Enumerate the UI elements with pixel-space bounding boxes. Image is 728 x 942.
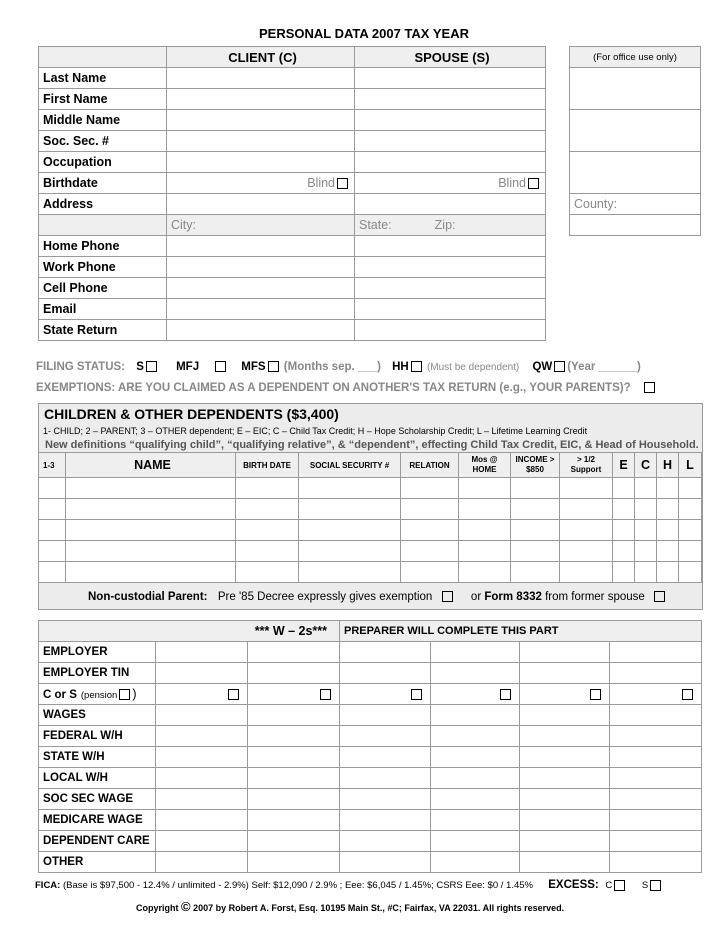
w2-c-or-s-cell[interactable] [340, 684, 431, 705]
w2-cell[interactable] [520, 705, 610, 726]
client-occupation-field[interactable] [167, 152, 355, 173]
w2-c-or-s-cell[interactable] [520, 684, 610, 705]
filing-qw-year: (Year ______) [567, 361, 641, 373]
client-home-phone-field[interactable] [167, 236, 355, 257]
copyright-symbol: © [181, 899, 191, 914]
filing-mfj-label: MFJ [176, 361, 200, 373]
state-zip-field[interactable] [355, 215, 546, 236]
spouse-occupation-field[interactable] [355, 152, 546, 173]
label-medicare-wage: MEDICARE WAGE [39, 810, 156, 831]
w2-row-employer [39, 642, 702, 663]
label-other: OTHER [39, 852, 156, 873]
dependent-row[interactable] [39, 520, 702, 541]
w2-cell[interactable] [431, 831, 520, 852]
dependent-row[interactable] [39, 478, 702, 499]
col-name: NAME [66, 453, 236, 478]
label-ssn: Soc. Sec. # [39, 131, 167, 152]
copyright-line [136, 899, 564, 914]
w2-cell[interactable] [340, 852, 431, 873]
client-header: CLIENT (C) [167, 47, 355, 68]
label-home-phone: Home Phone [39, 236, 167, 257]
client-cell-phone-field[interactable] [167, 278, 355, 299]
noncustodial-tail: from former spouse [545, 591, 645, 603]
col-relationship-code: 1-3 [39, 453, 66, 478]
exemptions-question [36, 382, 657, 394]
office-use-box-4[interactable] [570, 215, 701, 236]
client-blind-label: Blind [307, 176, 335, 190]
w2-cell[interactable] [431, 642, 520, 663]
w2-cell[interactable] [340, 768, 431, 789]
spouse-address-field[interactable] [355, 194, 546, 215]
client-state-return-field[interactable] [167, 320, 355, 341]
w2-cell[interactable] [156, 663, 248, 684]
w2-cell[interactable] [610, 768, 702, 789]
county-label: County: [574, 197, 618, 211]
w2-cell[interactable] [610, 852, 702, 873]
w2-cell[interactable] [248, 852, 340, 873]
w2-row-federal-wh [39, 726, 702, 747]
col-h: H [657, 453, 679, 478]
label-middle-name: Middle Name [39, 110, 167, 131]
excess-c-checkbox[interactable] [614, 880, 625, 891]
filing-hh-note: (Must be dependent) [426, 362, 520, 373]
spouse-email-field[interactable] [355, 299, 546, 320]
county-field[interactable] [570, 194, 701, 215]
w2-cell[interactable] [156, 768, 248, 789]
label-birthdate: Birthdate [39, 173, 167, 194]
spouse-ssn-field[interactable] [355, 131, 546, 152]
row-city-state-zip [39, 215, 546, 236]
w2-row-medicare-wage [39, 810, 702, 831]
label-employer: EMPLOYER [39, 642, 156, 663]
noncustodial-label: Non-custodial Parent: [88, 591, 208, 603]
w2-cell[interactable] [340, 705, 431, 726]
col-c: C [635, 453, 657, 478]
w2-cell[interactable] [610, 663, 702, 684]
w2-row-wages [39, 705, 702, 726]
w2-cell[interactable] [248, 789, 340, 810]
col-l: L [679, 453, 702, 478]
w2-c-or-s-checkbox[interactable] [228, 689, 239, 700]
personal-data-table [38, 46, 546, 341]
excess-label: EXCESS: [548, 879, 599, 891]
client-email-field[interactable] [167, 299, 355, 320]
col-e: E [613, 453, 635, 478]
spouse-cell-phone-field[interactable] [355, 278, 546, 299]
spouse-header: SPOUSE (S) [355, 47, 546, 68]
city-field[interactable] [167, 215, 355, 236]
col-ssn: SOCIAL SECURITY # [299, 453, 401, 478]
children-title: CHILDREN & OTHER DEPENDENTS ($3,400) [44, 406, 339, 422]
dependent-row[interactable] [39, 562, 702, 583]
w2-cell[interactable] [156, 852, 248, 873]
excess-c-label: C [605, 880, 613, 891]
office-use-header: (For office use only) [570, 47, 701, 68]
pension-label: (pension [80, 690, 118, 701]
w2-cell[interactable] [610, 810, 702, 831]
row-address [39, 194, 546, 215]
w2-cell[interactable] [340, 747, 431, 768]
personal-header-row [39, 47, 546, 68]
w2-cell[interactable] [520, 747, 610, 768]
w2-cell[interactable] [156, 642, 248, 663]
filing-s-checkbox[interactable] [146, 361, 157, 372]
w2-cell[interactable] [610, 642, 702, 663]
spouse-work-phone-field[interactable] [355, 257, 546, 278]
client-birthdate-field[interactable] [167, 173, 355, 194]
office-use-box-3[interactable] [570, 152, 701, 194]
w2-row-local-wh [39, 768, 702, 789]
w2-c-or-s-cell[interactable] [431, 684, 520, 705]
page-title: PERSONAL DATA 2007 TAX YEAR [259, 26, 469, 41]
w2-cell[interactable] [248, 747, 340, 768]
label-state-wh: STATE W/H [39, 747, 156, 768]
row-state-return [39, 320, 546, 341]
w2-cell[interactable] [520, 642, 610, 663]
w2-row-other [39, 852, 702, 873]
w2-cell[interactable] [431, 789, 520, 810]
city-label: City: [171, 218, 196, 232]
col-birth-date: BIRTH DATE [236, 453, 299, 478]
dependent-row[interactable] [39, 499, 702, 520]
label-work-phone: Work Phone [39, 257, 167, 278]
noncustodial-or: or [470, 591, 482, 603]
spouse-birthdate-field[interactable] [355, 173, 546, 194]
fica-label: FICA: [35, 880, 61, 891]
w2-cell[interactable] [156, 831, 248, 852]
label-c-or-s-cell: C or S (pension ) [39, 684, 156, 705]
label-occupation: Occupation [39, 152, 167, 173]
w2-row-employer-tin [39, 663, 702, 684]
exemptions-text: EXEMPTIONS: ARE YOU CLAIMED AS A DEPENDENT ON ANOTHER'S TAX RETURN (e.g., YOUR PARENTS)? [36, 382, 631, 394]
w2-cell[interactable] [248, 663, 340, 684]
dependent-codes: 1- CHILD; 2 – PARENT; 3 – OTHER dependent; E – EIC; C – Child Tax Credit; H – Hope Scholarship Credit; L – Lifetime Learning Credit [43, 426, 588, 436]
w2-title: *** W – 2s*** [39, 621, 340, 642]
filing-hh-label: HH [392, 361, 409, 373]
w2-cell[interactable] [431, 705, 520, 726]
state-label: State: [359, 218, 392, 232]
label-email: Email [39, 299, 167, 320]
label-cell-phone: Cell Phone [39, 278, 167, 299]
office-use-box-1[interactable] [570, 68, 701, 110]
excess-s-label: S [641, 880, 649, 891]
spouse-last-name-field[interactable] [355, 68, 546, 89]
w2-cell[interactable] [431, 852, 520, 873]
pension-checkbox[interactable] [119, 689, 130, 700]
client-address-field[interactable] [167, 194, 355, 215]
label-c-or-s: C or S [43, 689, 77, 701]
dependents-header-row [39, 453, 702, 478]
spouse-first-name-field[interactable] [355, 89, 546, 110]
zip-label: Zip: [434, 218, 456, 232]
spouse-home-phone-field[interactable] [355, 236, 546, 257]
w2-cell[interactable] [156, 726, 248, 747]
w2-cell[interactable] [610, 726, 702, 747]
address-sub-blank [39, 215, 167, 236]
w2-cell[interactable] [520, 768, 610, 789]
w2-cell[interactable] [520, 831, 610, 852]
filing-qw-checkbox[interactable] [554, 361, 565, 372]
row-first-name [39, 89, 546, 110]
spouse-blind-checkbox[interactable] [528, 178, 539, 189]
w2-c-or-s-cell[interactable] [156, 684, 248, 705]
w2-cell[interactable] [610, 705, 702, 726]
w2-cell[interactable] [340, 726, 431, 747]
w2-cell[interactable] [248, 810, 340, 831]
label-soc-sec-wage: SOC SEC WAGE [39, 789, 156, 810]
spouse-middle-name-field[interactable] [355, 110, 546, 131]
label-local-wh: LOCAL W/H [39, 768, 156, 789]
label-dependent-care: DEPENDENT CARE [39, 831, 156, 852]
w2-c-or-s-checkbox[interactable] [411, 689, 422, 700]
row-work-phone [39, 257, 546, 278]
w2-c-or-s-cell[interactable] [610, 684, 702, 705]
filing-mfs-label: MFS [241, 361, 266, 373]
w2-cell[interactable] [248, 768, 340, 789]
definitions-note: New definitions “qualifying child”, “qualifying relative”, & “dependent”, effecting Child Tax Credit, EIC, & Head of Household. [45, 439, 699, 451]
w2-cell[interactable] [520, 810, 610, 831]
w2-preparer-note: PREPARER WILL COMPLETE THIS PART [340, 621, 702, 642]
copyright-label: Copyright [136, 903, 179, 913]
w2-cell[interactable] [340, 789, 431, 810]
filing-s-label: S [136, 361, 144, 373]
spouse-state-return-field[interactable] [355, 320, 546, 341]
w2-row-dependent-care [39, 831, 702, 852]
row-occupation [39, 152, 546, 173]
noncustodial-decree-checkbox[interactable] [442, 591, 453, 602]
w2-cell[interactable] [610, 747, 702, 768]
w2-cell[interactable] [248, 705, 340, 726]
label-last-name: Last Name [39, 68, 167, 89]
filing-qw-label: QW [532, 361, 553, 373]
client-ssn-field[interactable] [167, 131, 355, 152]
noncustodial-text: Pre '85 Decree expressly gives exemption [217, 591, 433, 603]
copyright-text: 2007 by Robert A. Forst, Esq. 10195 Main St., #C; Fairfax, VA 22031. All rights reserved. [193, 903, 565, 913]
w2-cell[interactable] [340, 810, 431, 831]
client-middle-name-field[interactable] [167, 110, 355, 131]
filing-months-label: (Months sep. ___) [283, 361, 381, 373]
label-address: Address [39, 194, 167, 215]
filing-mfs-checkbox[interactable] [268, 361, 279, 372]
w2-c-or-s-checkbox[interactable] [682, 689, 693, 700]
row-email [39, 299, 546, 320]
w2-cell[interactable] [520, 789, 610, 810]
filing-status-line [36, 361, 726, 373]
w2-row-soc-sec-wage [39, 789, 702, 810]
w2-cell[interactable] [248, 831, 340, 852]
w2-row-c-or-s [39, 684, 702, 705]
w2-cell[interactable] [431, 663, 520, 684]
w2-cell[interactable] [156, 747, 248, 768]
w2-c-or-s-checkbox[interactable] [320, 689, 331, 700]
client-blind-checkbox[interactable] [337, 178, 348, 189]
row-middle-name [39, 110, 546, 131]
row-birthdate [39, 173, 546, 194]
w2-c-or-s-cell[interactable] [248, 684, 340, 705]
w2-cell[interactable] [340, 642, 431, 663]
filing-mfj-checkbox[interactable] [215, 361, 226, 372]
col-support: > 1/2 Support [560, 453, 613, 478]
filing-hh-checkbox[interactable] [411, 361, 422, 372]
client-first-name-field[interactable] [167, 89, 355, 110]
office-use-box-2[interactable] [570, 110, 701, 152]
noncustodial-line [88, 591, 667, 603]
row-home-phone [39, 236, 546, 257]
label-wages: WAGES [39, 705, 156, 726]
w2-cell[interactable] [610, 831, 702, 852]
row-cell-phone [39, 278, 546, 299]
row-last-name [39, 68, 546, 89]
row-ssn [39, 131, 546, 152]
w2-table [38, 620, 702, 873]
w2-cell[interactable] [431, 726, 520, 747]
fica-text: (Base is $97,500 - 12.4% / unlimited - 2.9%) Self: $12,090 / 2.9% ; Eee: $6,045 / 1.45%; CSRS Eee: $0 / 1.45% [62, 880, 533, 891]
label-employer-tin: EMPLOYER TIN [39, 663, 156, 684]
noncustodial-form: Form 8332 [484, 591, 542, 603]
col-relation: RELATION [401, 453, 459, 478]
w2-cell[interactable] [610, 789, 702, 810]
w2-cell[interactable] [340, 663, 431, 684]
col-months-home: Mos @ HOME [459, 453, 511, 478]
filing-status-label: FILING STATUS: [36, 361, 126, 373]
w2-cell[interactable] [431, 810, 520, 831]
col-income: INCOME > $850 [511, 453, 560, 478]
office-use-table [569, 46, 701, 236]
w2-cell[interactable] [520, 726, 610, 747]
w2-cell[interactable] [431, 747, 520, 768]
exemptions-checkbox[interactable] [644, 382, 655, 393]
excess-s-checkbox[interactable] [650, 880, 661, 891]
w2-cell[interactable] [156, 705, 248, 726]
dependents-table [38, 452, 702, 583]
client-work-phone-field[interactable] [167, 257, 355, 278]
label-federal-wh: FEDERAL W/H [39, 726, 156, 747]
w2-cell[interactable] [156, 810, 248, 831]
w2-c-or-s-checkbox[interactable] [500, 689, 511, 700]
label-first-name: First Name [39, 89, 167, 110]
dependent-row[interactable] [39, 541, 702, 562]
w2-cell[interactable] [431, 768, 520, 789]
w2-header-row [39, 621, 702, 642]
spouse-blind-label: Blind [498, 176, 526, 190]
w2-c-or-s-checkbox[interactable] [590, 689, 601, 700]
w2-cell[interactable] [340, 831, 431, 852]
fica-line [35, 879, 725, 891]
client-last-name-field[interactable] [167, 68, 355, 89]
w2-row-state-wh [39, 747, 702, 768]
label-state-return: State Return [39, 320, 167, 341]
w2-cell[interactable] [248, 642, 340, 663]
w2-cell[interactable] [248, 726, 340, 747]
w2-cell[interactable] [520, 852, 610, 873]
w2-cell[interactable] [156, 789, 248, 810]
noncustodial-form-checkbox[interactable] [654, 591, 665, 602]
w2-cell[interactable] [520, 663, 610, 684]
